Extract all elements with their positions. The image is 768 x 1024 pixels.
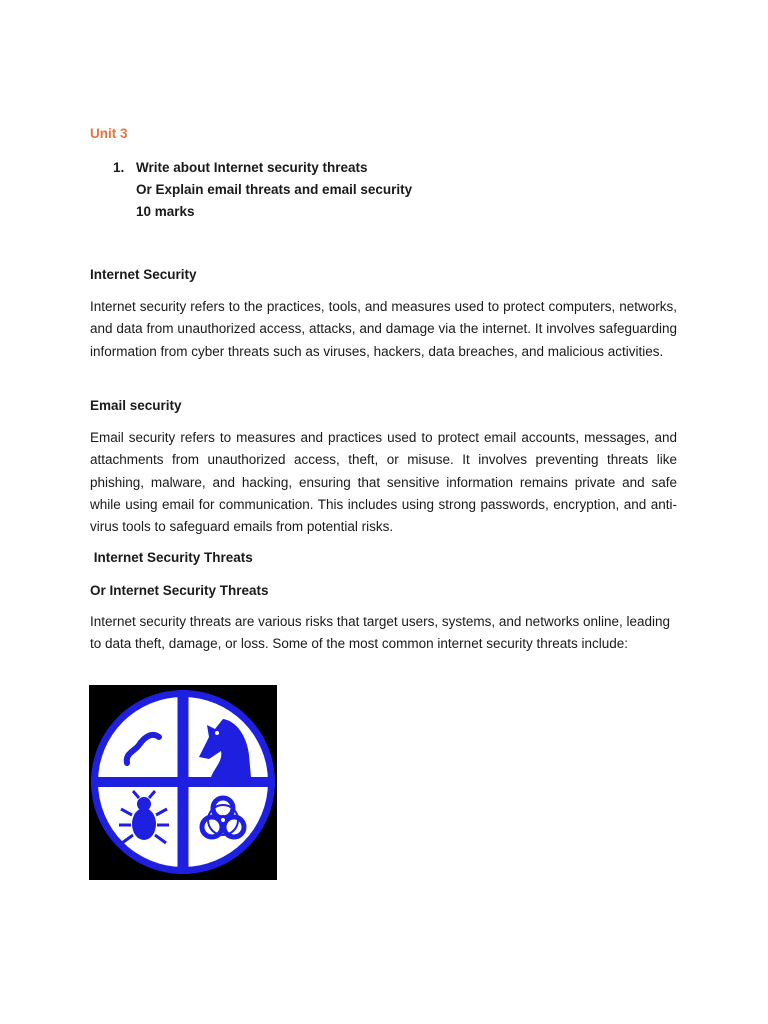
question-block: [113, 157, 412, 223]
internet-security-heading: Internet Security: [90, 267, 197, 282]
question-marks: 10 marks: [136, 204, 195, 219]
unit-label: Unit 3: [90, 126, 128, 141]
question-line-1: Write about Internet security threats: [136, 160, 368, 175]
security-threats-figure: [89, 685, 277, 880]
threats-subheading: Or Internet Security Threats: [90, 583, 269, 598]
threats-emblem: [89, 685, 277, 880]
question-number: 1.: [113, 160, 125, 175]
email-security-paragraph: Email security refers to measures and practices used to protect email accounts, messages, and attachments from unauthorized access, theft, or misuse. It involves preventing threats like phishing, malware, and hacking, ensuring that sensitive information remains private and safe while using email for communication. This includes using strong passwords, encryption, and anti-virus tools to safeguard emails from potential risks.: [90, 430, 677, 535]
email-security-heading: Email security: [90, 398, 182, 413]
question-line-2: Or Explain email threats and email security: [136, 182, 413, 197]
threats-heading: Internet Security Threats: [90, 550, 253, 565]
threats-paragraph: Internet security threats are various risks that target users, systems, and networks online, leading to data theft, damage, or loss. Some of the most common internet security threats include:: [90, 614, 671, 652]
internet-security-paragraph: Internet security refers to the practices, tools, and measures used to protect computers, networks, and data from unauthorized access, attacks, and damage via the internet. It involves safeguarding information from cyber threats such as viruses, hackers, data breaches, and malicious activities.: [90, 299, 677, 359]
